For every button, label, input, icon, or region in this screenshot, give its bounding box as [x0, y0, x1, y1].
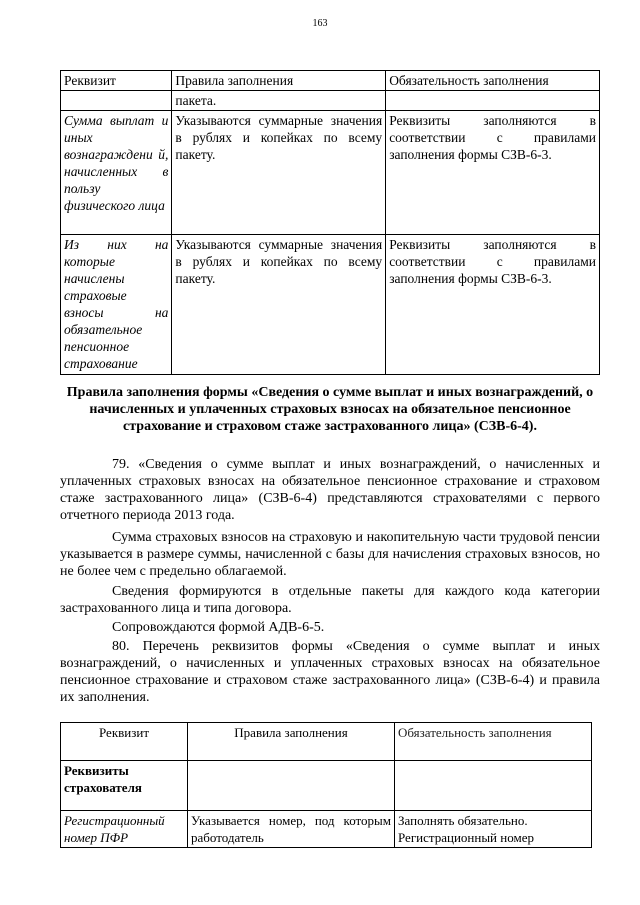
table-cell: пакета.: [172, 91, 386, 111]
table-row: [61, 761, 592, 811]
required-cell: Реквизиты заполняются в соответствии с правилами заполнения формы СЗВ-6-3.: [386, 235, 600, 375]
section-title: Правила заполнения формы «Сведения о сумме выплат и иных вознаграждений, о начисленных и уплаченных страховых взносах на обязательное пенсионное страхование и страховом стаже застрахованного лица» (СЗВ-6-4).: [66, 385, 594, 434]
group-label-cell: Реквизиты страхователя: [61, 761, 188, 811]
paragraph: Сопровождаются формой АДВ-6-5.: [112, 620, 325, 635]
rule-cell: Указываются суммарные значения в рублях и копейках по всему пакету.: [172, 111, 386, 235]
page-number: 163: [312, 18, 328, 29]
field-name-cell: Из них на которые начислены страховые взносы на обязательное пенсионное страхование: [61, 235, 172, 375]
requisites-table-szv-6-3: [60, 70, 600, 375]
rule-cell: Указываются суммарные значения в рублях и копейках по всему пакету.: [172, 235, 386, 375]
table-row: [61, 811, 592, 848]
requisites-table-szv-6-4: [60, 722, 592, 848]
field-name-cell: Регистрационный номер ПФР: [61, 811, 188, 848]
paragraph: 79. «Сведения о сумме выплат и иных вознаграждений, о начисленных и уплаченных страховых взносах на обязательное пенсионное страхование и страховом стаже застрахованного лица» (СЗВ-6-4) представляются страхователями с первого отчетного периода 2013 года.: [60, 457, 600, 523]
table-cell: [395, 761, 592, 811]
required-cell: Реквизиты заполняются в соответствии с правилами заполнения формы СЗВ-6-3.: [386, 111, 600, 235]
table-header-row: [61, 723, 592, 761]
required-cell: Заполнять обязательно. Регистрационный номер: [395, 811, 592, 848]
column-header: Обязательность заполнения: [386, 71, 600, 91]
column-header: Правила заполнения: [188, 723, 395, 761]
paragraph: Сумма страховых взносов на страховую и накопительную части трудовой пенсии указывается в размере суммы, начисленной с базы для начисления страховых взносов, но не более чем с предельно облагаемой.: [60, 530, 600, 579]
column-header: Реквизит: [61, 71, 172, 91]
table-cell: [386, 91, 600, 111]
column-header: Реквизит: [61, 723, 188, 761]
paragraph: Сведения формируются в отдельные пакеты для каждого кода категории застрахованного лица и типа договора.: [60, 584, 600, 616]
table-row: [61, 111, 600, 235]
table-cell: [61, 91, 172, 111]
column-header: Обязательность заполнения: [395, 723, 592, 761]
field-name-cell: Сумма выплат и иных вознаграждени й, начисленных в пользу физического лица: [61, 111, 172, 235]
paragraph: 80. Перечень реквизитов формы «Сведения о сумме выплат и иных вознаграждений, о начисленных и уплаченных страховых взносах на обязательное пенсионное страхование и страховом стаже застрахованного лица» (СЗВ-6-4) и правила их заполнения.: [60, 639, 600, 705]
column-header: Правила заполнения: [172, 71, 386, 91]
table-row: [61, 91, 600, 111]
table-cell: [188, 761, 395, 811]
table-row: [61, 235, 600, 375]
table-header-row: [61, 71, 600, 91]
rule-cell: Указывается номер, под которым работодатель: [188, 811, 395, 848]
